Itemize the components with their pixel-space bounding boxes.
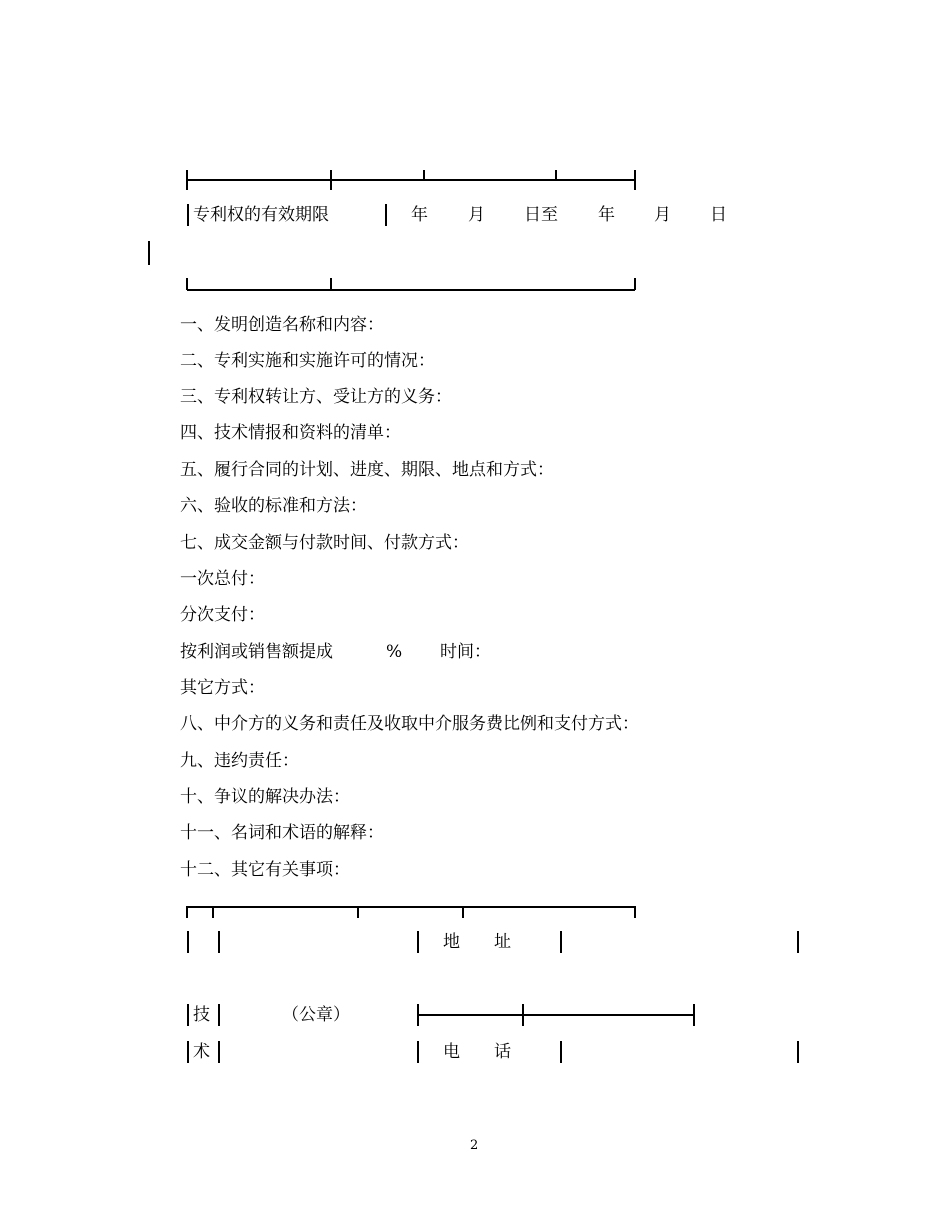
sig-bar [218, 1004, 220, 1026]
payment-other: 其它方式： [180, 678, 265, 698]
validity-tick [634, 170, 636, 190]
sig-tick [212, 906, 214, 918]
validity-tick [186, 278, 188, 290]
sig-bar [560, 931, 562, 953]
clause-10: 十、争议的解决办法： [180, 787, 350, 807]
validity-day-2: 日 [710, 205, 727, 225]
sig-bar [417, 1041, 419, 1063]
validity-day-to: 日至 [524, 205, 558, 225]
sig-bar [187, 931, 189, 953]
payment-lump-sum: 一次总付： [180, 569, 265, 589]
validity-divider [385, 204, 387, 226]
validity-tick [555, 170, 557, 180]
validity-left-border [187, 204, 189, 226]
validity-bottom-border [187, 289, 635, 291]
sig-bar [218, 931, 220, 953]
clause-5: 五、履行合同的计划、进度、期限、地点和方式： [180, 460, 554, 480]
validity-tick [186, 170, 188, 190]
sig-tick [462, 906, 464, 918]
validity-year-1: 年 [411, 205, 428, 225]
validity-top-border [187, 179, 635, 181]
sig-bar [797, 931, 799, 953]
clause-11: 十一、名词和术语的解释： [180, 823, 384, 843]
sig-tick [693, 1004, 695, 1026]
validity-label: 专利权的有效期限 [193, 205, 329, 225]
validity-month-2: 月 [654, 205, 671, 225]
address-label: 地 址 [443, 932, 511, 952]
phone-label: 电 话 [443, 1042, 511, 1062]
payment-time-label: 时间： [440, 642, 491, 662]
sig-bar [560, 1041, 562, 1063]
sig-tick [357, 906, 359, 918]
sig-tick [522, 1004, 524, 1026]
sig-bar [218, 1041, 220, 1063]
sig-mid-border [417, 1014, 695, 1016]
sig-bar [187, 1041, 189, 1063]
validity-year-2: 年 [598, 205, 615, 225]
side-char-shu: 术 [193, 1042, 210, 1062]
sig-bar [417, 931, 419, 953]
validity-tick [330, 170, 332, 190]
margin-bar [148, 241, 150, 265]
sig-bar [187, 1004, 189, 1026]
side-char-tech: 技 [193, 1005, 210, 1025]
sig-tick [186, 906, 188, 918]
clause-3: 三、专利权转让方、受让方的义务： [180, 387, 452, 407]
clause-4: 四、技术情报和资料的清单： [180, 423, 401, 443]
clause-7: 七、成交金额与付款时间、付款方式： [180, 533, 469, 553]
clause-2: 二、专利实施和实施许可的情况： [180, 351, 435, 371]
payment-royalty: 按利润或销售额提成 [180, 642, 333, 662]
validity-month-1: 月 [468, 205, 485, 225]
clause-1: 一、发明创造名称和内容： [180, 315, 384, 335]
validity-tick [423, 170, 425, 180]
payment-installments: 分次支付： [180, 605, 265, 625]
validity-tick [634, 278, 636, 290]
sig-tick [634, 906, 636, 918]
clause-6: 六、验收的标准和方法： [180, 496, 367, 516]
page-number: 2 [470, 1138, 479, 1153]
sig-top-border [187, 906, 635, 908]
clause-12: 十二、其它有关事项： [180, 860, 350, 880]
validity-tick [330, 278, 332, 290]
clause-8: 八、中介方的义务和责任及收取中介服务费比例和支付方式： [180, 714, 639, 734]
clause-9: 九、违约责任： [180, 751, 299, 771]
sig-bar [797, 1041, 799, 1063]
payment-percent-symbol: % [386, 642, 403, 662]
seal-label: （公章） [282, 1005, 350, 1025]
